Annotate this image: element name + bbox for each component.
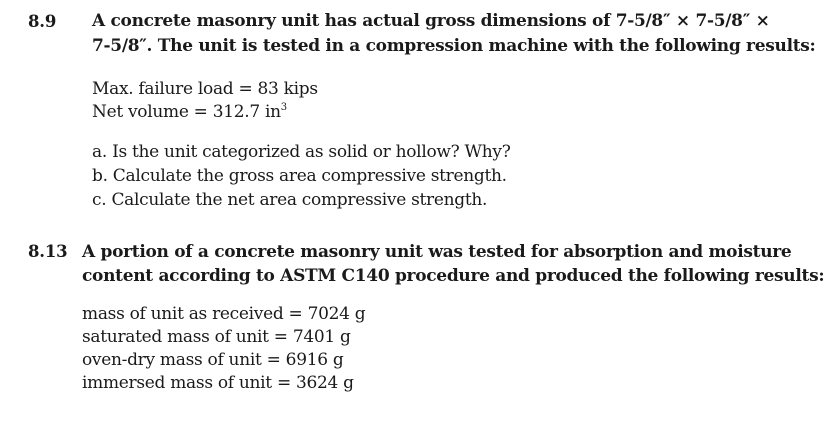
given-value: immersed mass of unit = 3624 g bbox=[82, 373, 354, 393]
given-amount: 3624 g bbox=[296, 373, 354, 393]
question-letter: c. bbox=[92, 190, 107, 210]
given-label: Max. failure load bbox=[92, 79, 234, 99]
given-label: immersed mass of unit bbox=[82, 373, 272, 393]
question-letter: a. bbox=[92, 142, 107, 162]
given-amount: 83 kips bbox=[257, 79, 318, 99]
question-item bbox=[92, 190, 487, 210]
given-amount: 7401 g bbox=[292, 327, 351, 347]
given-label: Net volume bbox=[92, 102, 189, 122]
problem-statement-line: 7-5/8″. The unit is tested in a compression machine with the following results: bbox=[92, 36, 816, 56]
given-value: saturated mass of unit = 7401 g bbox=[82, 327, 351, 347]
question-text: Calculate the net area compressive strength. bbox=[111, 190, 488, 210]
question-text: Calculate the gross area compressive strength. bbox=[112, 166, 507, 186]
question-letter: b. bbox=[92, 166, 108, 186]
given-label: oven-dry mass of unit bbox=[82, 350, 262, 370]
question-item bbox=[92, 142, 511, 162]
problem-statement-line: A portion of a concrete masonry unit was tested for absorption and moisture bbox=[82, 242, 792, 262]
given-value: mass of unit as received = 7024 g bbox=[82, 304, 366, 324]
problem-number: 8.9 bbox=[28, 12, 57, 31]
given-amount: 6916 g bbox=[285, 350, 344, 370]
problem-statement-line: A concrete masonry unit has actual gross dimensions of 7-5/8″ × 7-5/8″ × bbox=[92, 11, 770, 31]
question-item bbox=[92, 166, 507, 186]
given-amount: 312.7 in bbox=[212, 102, 281, 122]
given-value: Net volume = 312.7 $in^3$ bbox=[92, 102, 287, 122]
given-label: saturated mass of unit bbox=[82, 327, 269, 347]
superscript: 3 bbox=[280, 102, 287, 113]
given-amount: 7024 g bbox=[307, 304, 366, 324]
problem-number: 8.13 bbox=[28, 242, 68, 261]
question-text: Is the unit categorized as solid or hollow? Why? bbox=[112, 142, 511, 162]
given-label: mass of unit as received bbox=[82, 304, 284, 324]
given-value: oven-dry mass of unit = 6916 g bbox=[82, 350, 344, 370]
given-value: Max. failure load = 83 kips bbox=[92, 79, 318, 99]
problem-statement-line: content according to ASTM C140 procedure and produced the following results: bbox=[82, 266, 825, 286]
